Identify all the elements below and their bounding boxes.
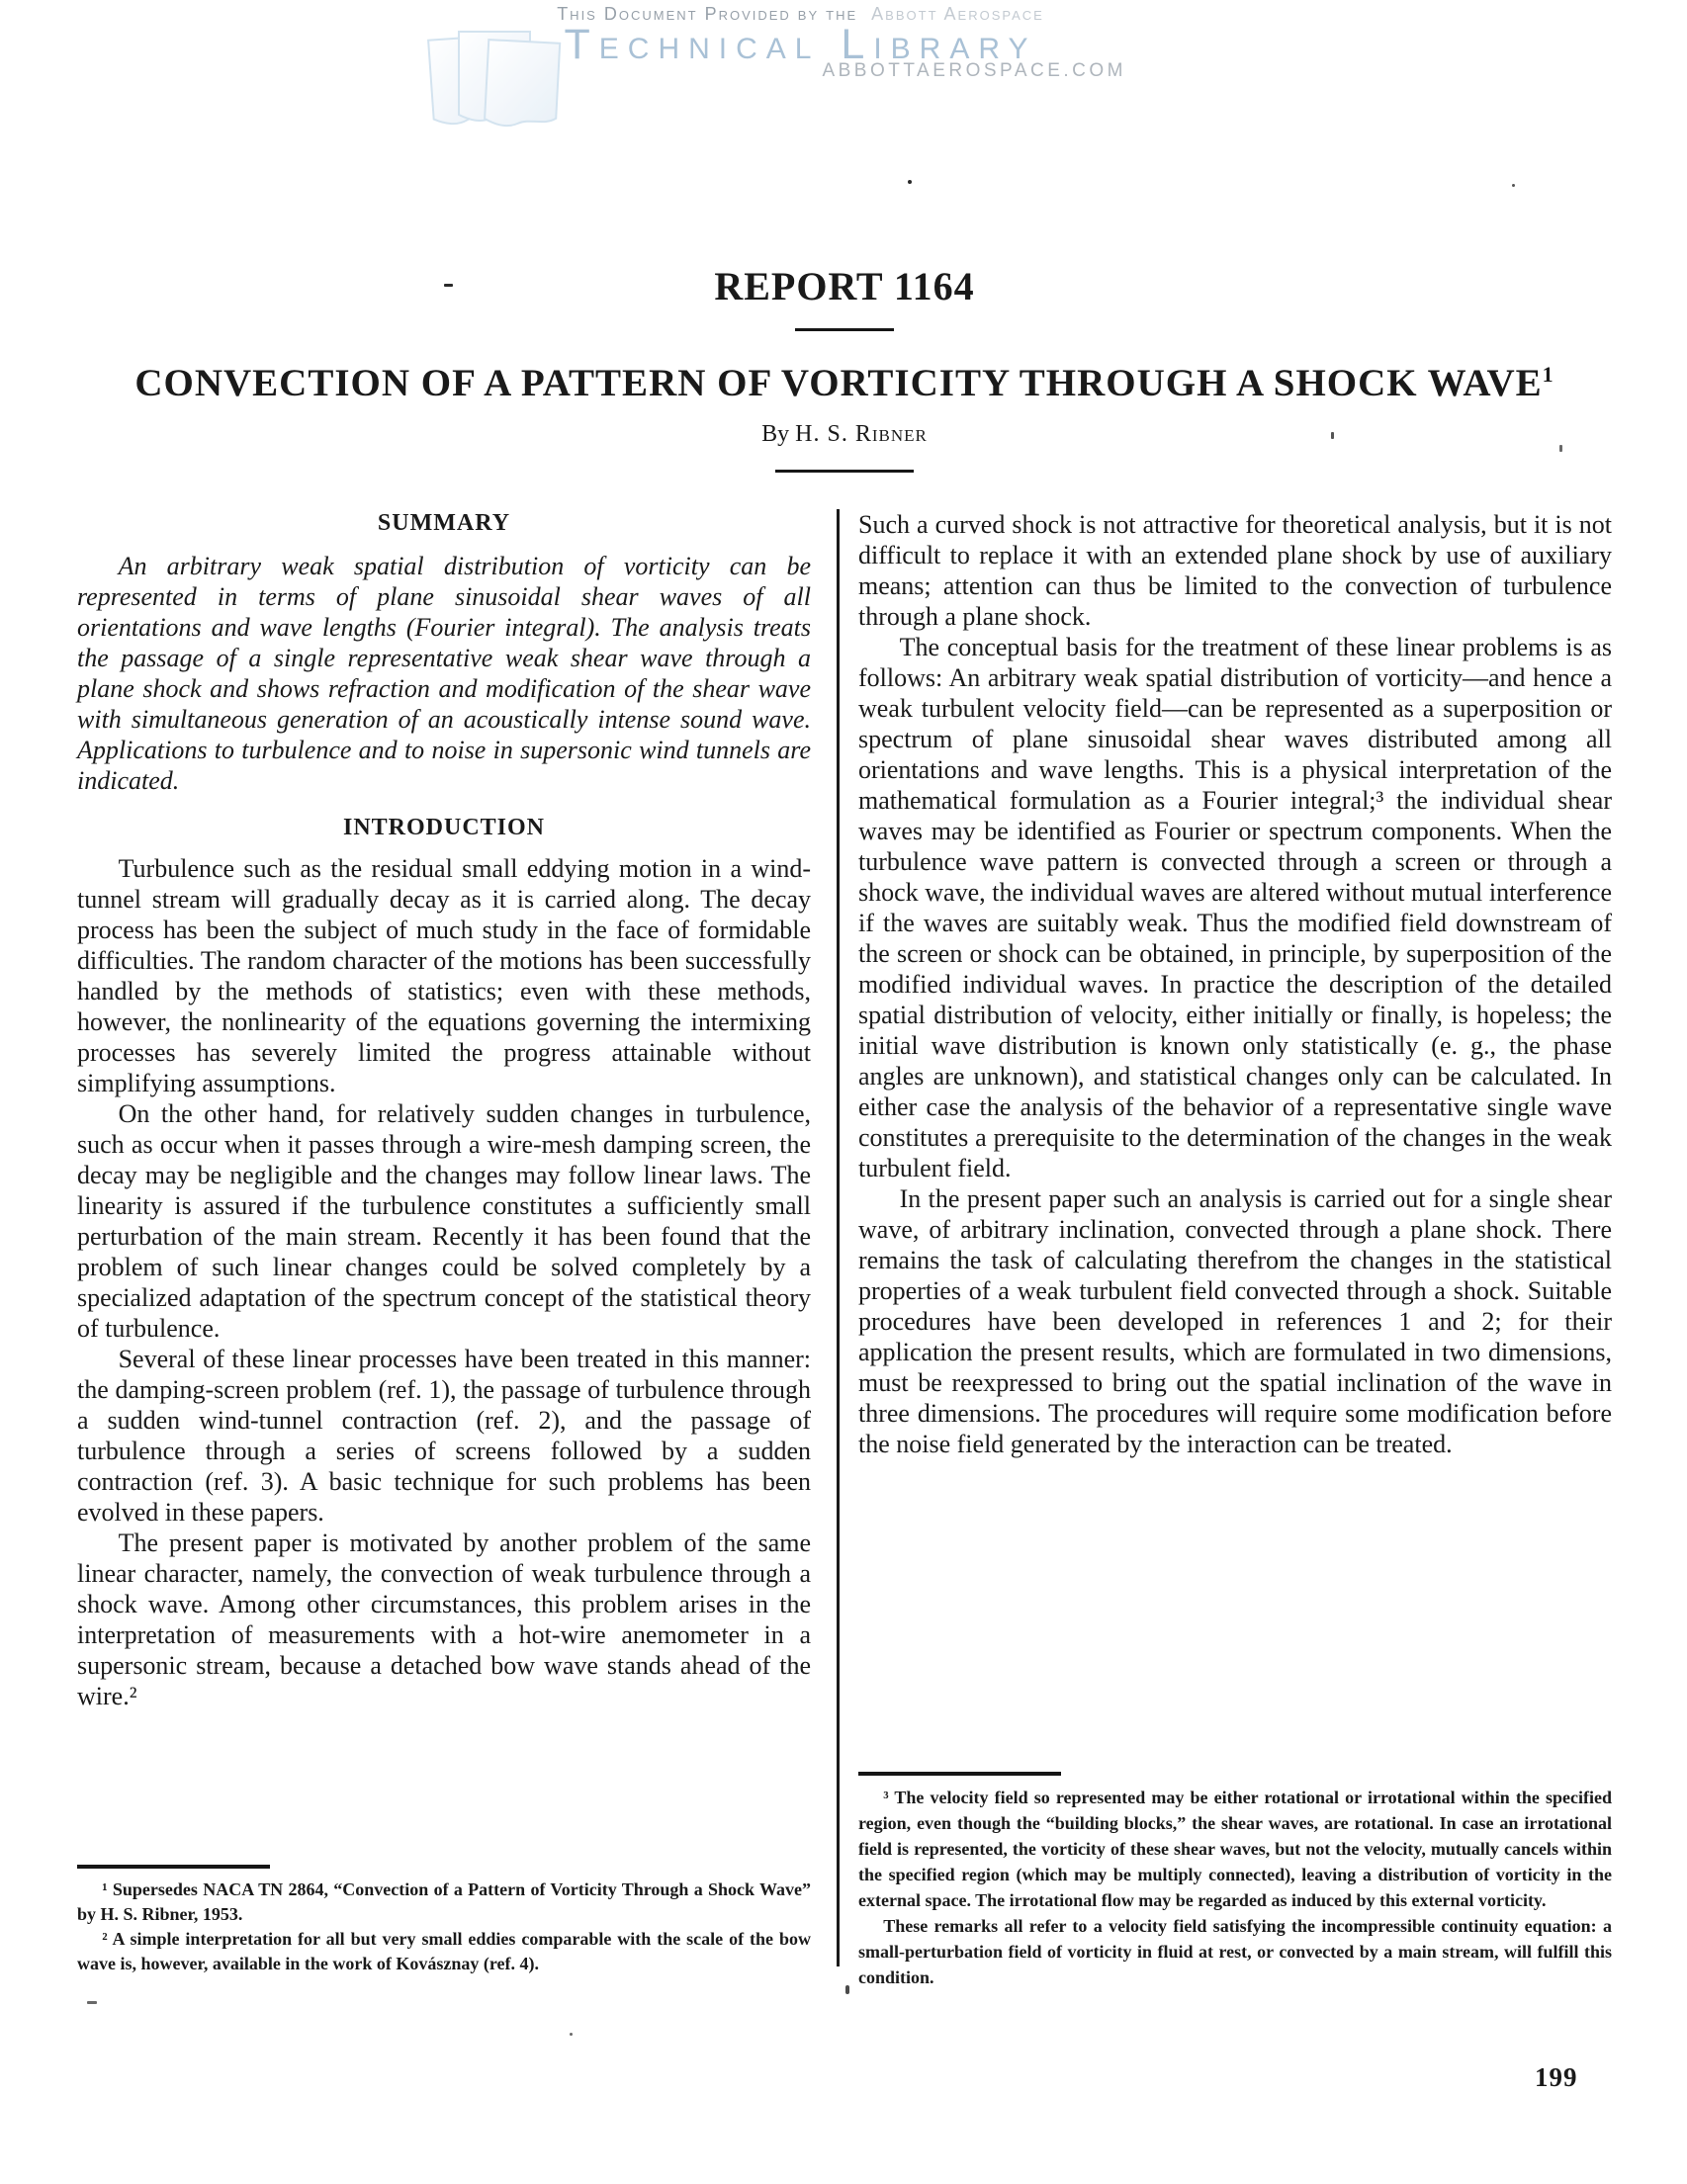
- byline: [77, 421, 1612, 448]
- left-footnotes: [77, 1865, 811, 1976]
- byline-prefix: By: [761, 421, 790, 447]
- scan-speck: [1512, 184, 1515, 187]
- masthead-rule-bottom: [775, 470, 914, 473]
- page-number: 199: [1535, 2062, 1578, 2092]
- masthead: [77, 265, 1612, 473]
- intro-paragraph-4: The present paper is motivated by another problem of the same linear character, namely, the convection of weak turbulence through a shock wave. Among other circumstances, this problem arises in the interpretation of measurements with a hot-wire anemometer in a supersonic stream, because a detached bow wave stands ahead of the wire.²: [77, 1529, 811, 1710]
- footnote-3: ³ The velocity field so represented may be either rotational or irrotational within the specified region, even though the “building blocks,” the shear waves, are rotational. In case an irrotational field is represented, the vorticity of these shear waves, but not the velocity, mutually cancels within the specified region (which may be multiply connected), leaving a distribution of vorticity in the external space. The irrotational flow may be regarded as induced by this external vorticity.: [858, 1787, 1612, 1910]
- scan-speck: [87, 2001, 97, 2004]
- scan-speck: [1331, 432, 1334, 439]
- right-paragraph-1: Such a curved shock is not attractive for theoretical analysis, but it is not difficult to replace it with an extended plane shock by use of auxiliary means; attention can thus be limited to the convection of turbulence through a plane shock.: [858, 510, 1612, 631]
- introduction-heading: INTRODUCTION: [342, 815, 546, 840]
- left-footnote-rule: [77, 1865, 270, 1869]
- title-footnote-marker: 1: [1542, 362, 1554, 387]
- scan-speck: [444, 284, 453, 287]
- scan-speck: [908, 180, 912, 184]
- footnote-1: ¹ Supersedes NACA TN 2864, “Convection of a Pattern of Vorticity Through a Shock Wave” by H. S. Ribner, 1953.: [77, 1878, 811, 1924]
- summary-paragraph: An arbitrary weak spatial distribution of vorticity can be represented in terms of plane sinusoidal shear waves of all orientations and wave lengths (Fourier integral). The analysis treats the passage of a single representative weak shear wave through a plane shock and shows refraction and modification of the shear wave with simultaneous generation of an acoustically intense sound wave. Applications to turbulence and to noise in supersonic wind tunnels are indicated.: [77, 552, 811, 795]
- intro-paragraph-2: On the other hand, for relatively sudden changes in turbulence, such as occur when it passes through a wire-mesh damping screen, the decay may be negligible and the changes may follow linear laws. The linearity is assured if the turbulence constitutes a sufficiently small perturbation of the main stream. Recently it has been found that the problem of such linear changes could be solved completely by a specialized adaptation of the spectrum concept of the statistical theory of turbulence.: [77, 1099, 811, 1343]
- author-name: H. S. Ribner: [795, 421, 928, 447]
- masthead-rule-top: [795, 328, 894, 331]
- scan-speck: [1559, 445, 1562, 452]
- right-footnotes: [858, 1772, 1612, 1990]
- footnote-3-continued: These remarks all refer to a velocity field satisfying the incompressible continuity equation: a small-perturbation field of vorticity in fluid at rest, or convected by a main stream, will fulfill this condition.: [858, 1915, 1612, 1987]
- intro-paragraph-1: Turbulence such as the residual small eddying motion in a wind-tunnel stream will gradually decay as it is carried along. The decay process has been the subject of much study in the face of formidable difficulties. The random character of the motions has been successfully handled by the methods of statistics; even with these methods, however, the nonlinearity of the equations governing the intermixing processes has severely limited the progress attainable without simplifying assumptions.: [77, 854, 811, 1097]
- scan-speck: [570, 2033, 573, 2036]
- right-paragraph-2: The conceptual basis for the treatment of these linear problems is as follows: An arbitrary weak spatial distribution of vorticity—and hence a weak turbulent velocity field—can be represented as a superposition or spectrum of plane sinusoidal shear waves distributed among all orientations and wave lengths. This is a physical interpretation of the mathematical formulation as a Fourier integral;³ the individual shear waves may be identified as Fourier or spectrum components. When the turbulence wave pattern is convected through a screen or through a shock wave, the individual waves are altered without mutual interference if the waves are suitably weak. Thus the modified field downstream of the screen or shock can be obtained, in principle, by superposition of the modified individual waves. In practice the description of the detailed spatial distribution of velocity, either initially or finally, is hopeless; the initial wave distribution is known only statistically (e. g., the phase angles are unknown), and statistical changes only can be calculated. In either case the analysis of the behavior of a representative single wave constitutes a prerequisite to the determination of the changes in the weak turbulent field.: [858, 633, 1612, 1182]
- right-paragraph-3: In the present paper such an analysis is carried out for a single shear wave, of arbitrary inclination, convected through a plane shock. There remains the task of calculating therefrom the changes in the statistical properties of a weak turbulent field convected through a shock. Suitable procedures have been developed in references 1 and 2; for their application the present results, which are formulated in two dimensions, must be reexpressed to bring out the spatial inclination of the wave in three dimensions. The procedures will require some modification before the noise field generated by the interaction can be treated.: [858, 1184, 1612, 1458]
- provided-prefix: This Document Provided by the: [557, 4, 858, 24]
- intro-paragraph-3: Several of these linear processes have been treated in this manner: the damping-screen problem (ref. 1), the passage of turbulence through a sudden wind-tunnel contraction (ref. 2), and the passage of turbulence through a series of screens followed by a sudden contraction (ref. 3). A basic technique for such problems has been evolved in these papers.: [77, 1345, 811, 1527]
- paper-title-text: CONVECTION OF A PATTERN OF VORTICITY THROUGH A SHOCK WAVE: [134, 362, 1543, 404]
- right-footnote-rule: [858, 1772, 1061, 1776]
- website-line: ABBOTTAEROSPACE.COM: [822, 60, 1126, 81]
- scan-speck: [845, 1985, 849, 1994]
- footnote-2: ² A simple interpretation for all but very small eddies comparable with the scale of the bow wave is, however, available in the work of Kovásznay (ref. 4).: [77, 1928, 811, 1973]
- paper-title: [77, 353, 1612, 405]
- summary-heading: SUMMARY: [377, 510, 511, 536]
- report-number: REPORT 1164: [714, 264, 975, 308]
- header-logo: [447, 4, 1154, 81]
- right-column: [858, 509, 1612, 1459]
- library-title: Technical Library: [564, 21, 1037, 68]
- column-divider: [837, 509, 840, 1966]
- brand-name: Abbott Aerospace: [871, 4, 1044, 24]
- left-column: [77, 509, 811, 1711]
